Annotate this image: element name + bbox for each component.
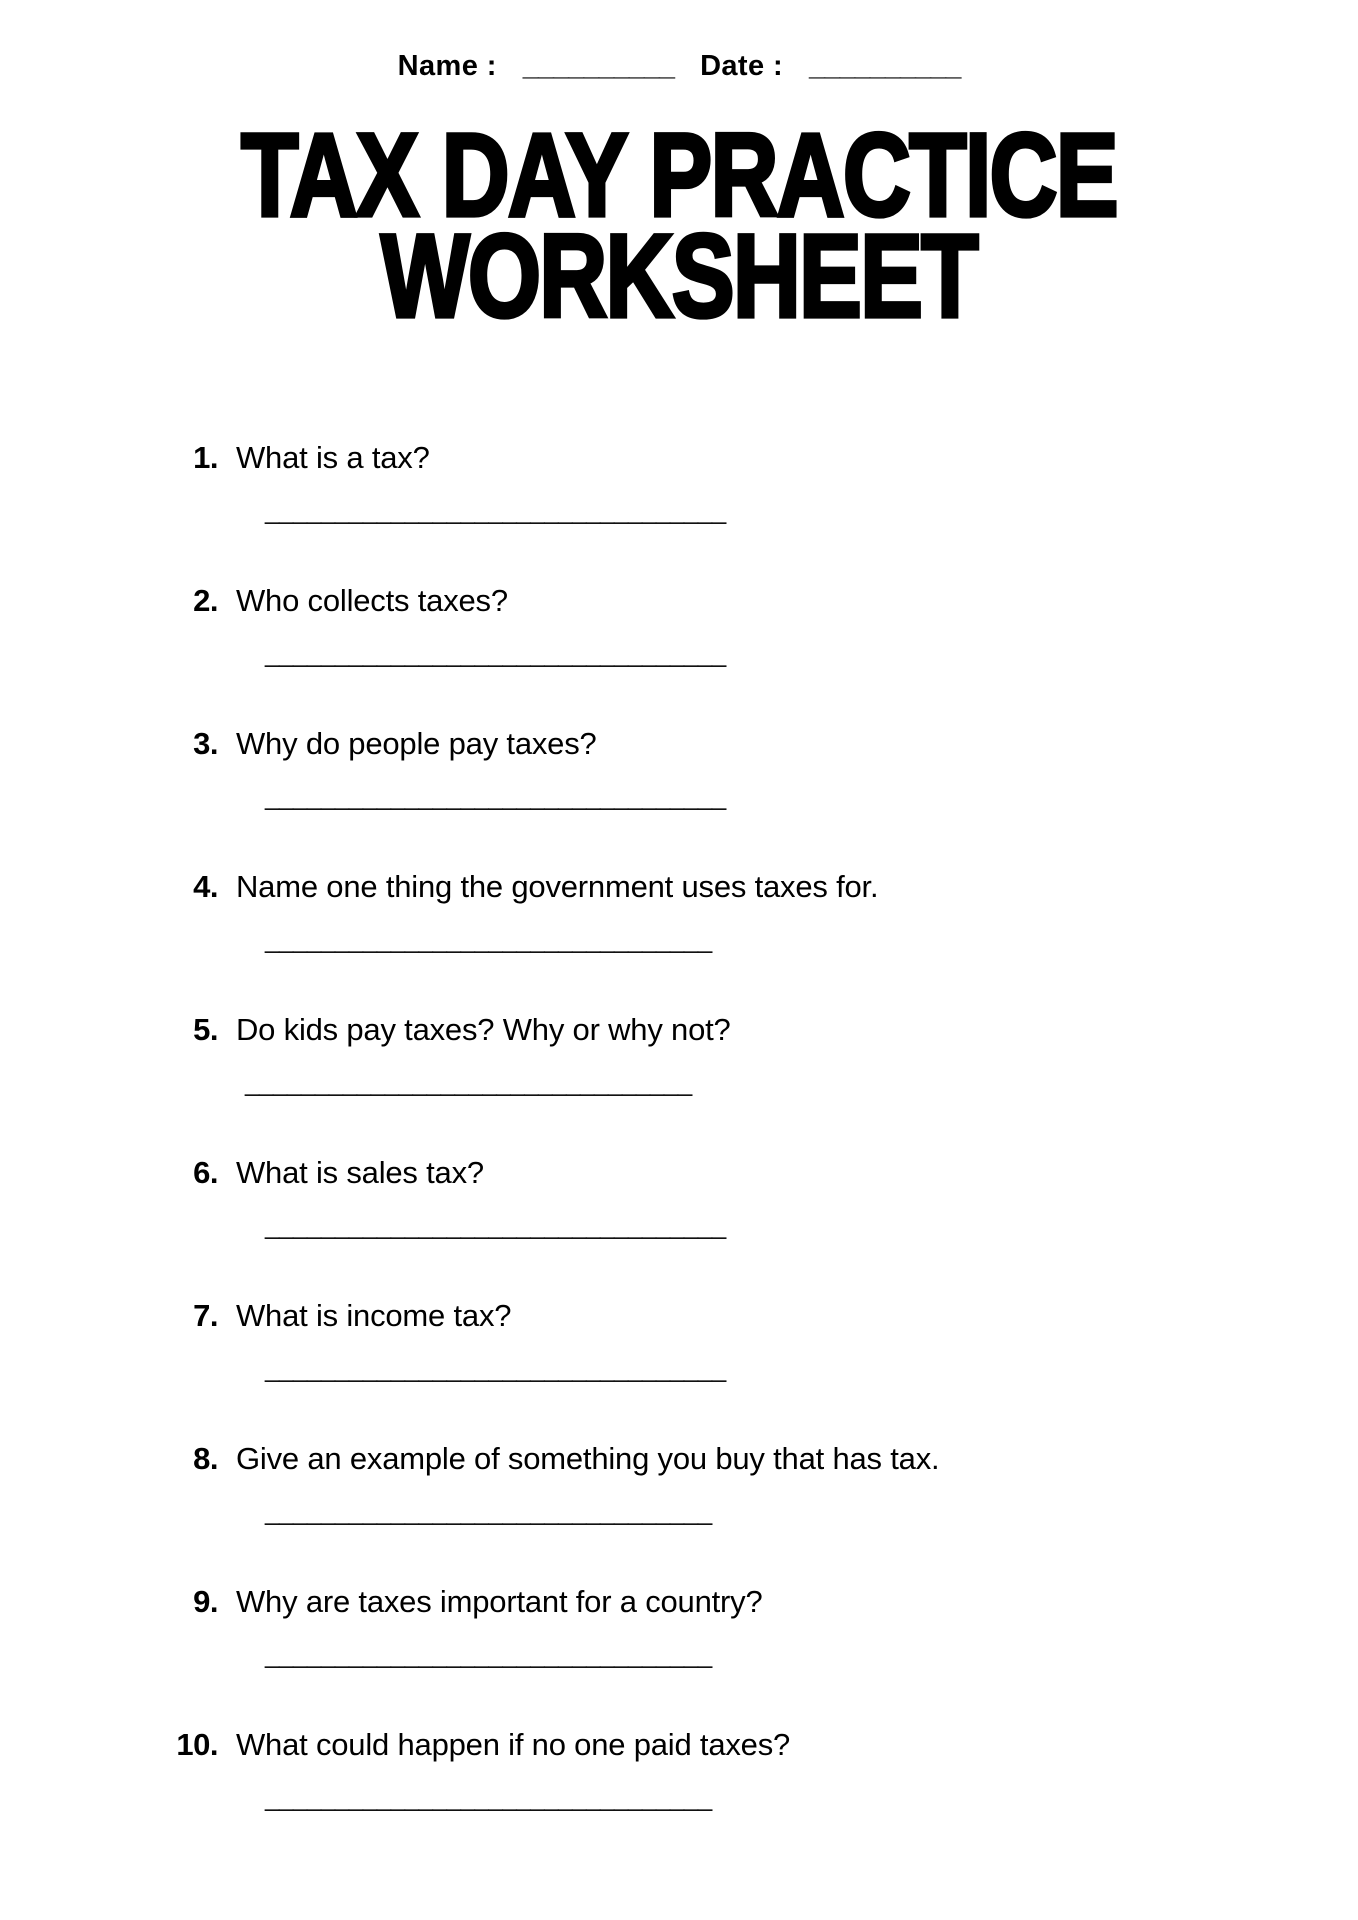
question-text: Who collects taxes? <box>236 583 508 618</box>
question-row <box>0 1298 1358 1334</box>
name-blank-line[interactable]: __________ <box>522 50 675 82</box>
question-number: 7. <box>193 1298 218 1333</box>
question-number: 2. <box>193 583 218 618</box>
question-item-1 <box>0 440 1358 583</box>
question-text: Give an example of something you buy that has tax. <box>236 1441 940 1476</box>
question-item-4 <box>0 869 1358 1012</box>
answer-line[interactable]: _________________________________ <box>265 781 726 811</box>
question-number: 4. <box>193 869 218 904</box>
question-item-7 <box>0 1298 1358 1441</box>
answer-line[interactable]: ________________________________ <box>265 1639 712 1669</box>
name-label: Name : <box>397 50 497 82</box>
question-text: Do kids pay taxes? Why or why not? <box>236 1012 731 1047</box>
answer-line[interactable]: _________________________________ <box>265 495 726 525</box>
question-list <box>0 440 1358 1870</box>
name-date-header <box>0 50 1358 83</box>
question-text: Why are taxes important for a country? <box>236 1584 763 1619</box>
answer-line[interactable]: _________________________________ <box>265 1353 726 1383</box>
page-title <box>0 110 1358 342</box>
question-item-8 <box>0 1441 1358 1584</box>
question-row <box>0 726 1358 762</box>
question-text: What is sales tax? <box>236 1155 484 1190</box>
question-item-2 <box>0 583 1358 726</box>
question-text: Why do people pay taxes? <box>236 726 597 761</box>
question-number: 3. <box>193 726 218 761</box>
question-text: What could happen if no one paid taxes? <box>236 1727 791 1762</box>
question-item-6 <box>0 1155 1358 1298</box>
question-number: 5. <box>193 1012 218 1047</box>
question-row <box>0 440 1358 476</box>
answer-line[interactable]: _________________________________ <box>265 1210 726 1240</box>
question-item-5 <box>0 1012 1358 1155</box>
answer-line[interactable]: _________________________________ <box>265 638 726 668</box>
question-row <box>0 1727 1358 1763</box>
question-row <box>0 583 1358 619</box>
question-item-9 <box>0 1584 1358 1727</box>
answer-line[interactable]: ________________________________ <box>265 1782 712 1812</box>
answer-line[interactable]: ________________________________ <box>245 1067 692 1097</box>
date-blank-line[interactable]: __________ <box>809 50 961 82</box>
question-item-3 <box>0 726 1358 869</box>
date-label: Date : <box>700 50 784 82</box>
question-number: 8. <box>193 1441 218 1476</box>
question-text: Name one thing the government uses taxes for. <box>236 869 879 904</box>
question-text: What is a tax? <box>236 440 430 475</box>
title-line-1: TAX DAY PRACTICE <box>241 110 1117 242</box>
question-item-10 <box>0 1727 1358 1870</box>
question-text: What is income tax? <box>236 1298 512 1333</box>
question-row <box>0 869 1358 905</box>
question-row <box>0 1012 1358 1048</box>
question-row <box>0 1155 1358 1191</box>
question-row <box>0 1441 1358 1477</box>
title-line-2: WORKSHEET <box>380 211 978 342</box>
question-number: 1. <box>193 440 218 475</box>
question-number: 9. <box>193 1584 218 1619</box>
answer-line[interactable]: ________________________________ <box>265 1496 712 1526</box>
answer-line[interactable]: ________________________________ <box>265 924 712 954</box>
question-number: 6. <box>193 1155 218 1190</box>
question-row <box>0 1584 1358 1620</box>
question-number: 10. <box>176 1727 218 1762</box>
